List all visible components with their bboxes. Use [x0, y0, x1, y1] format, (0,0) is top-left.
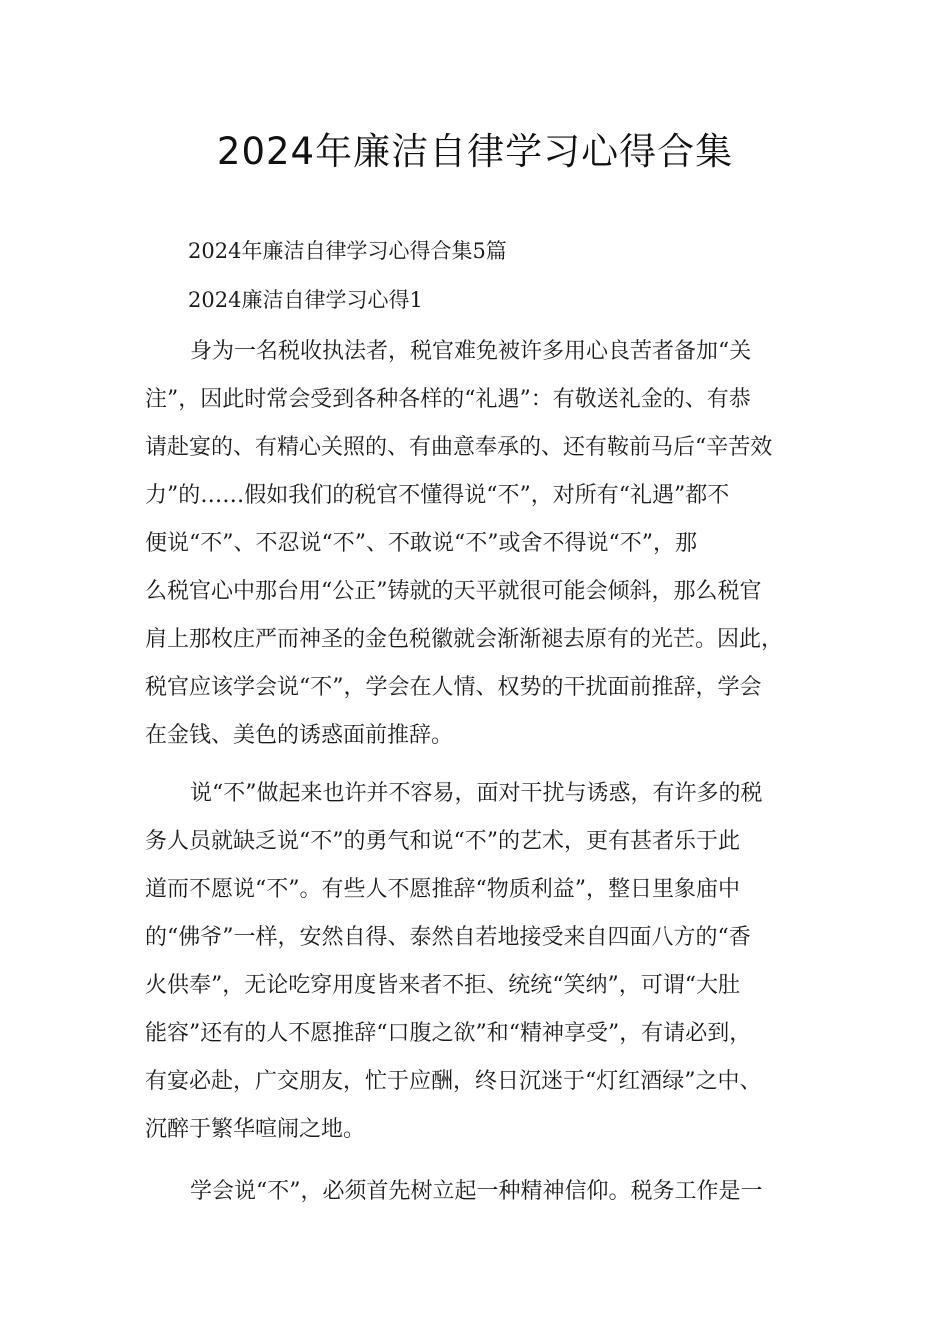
paragraph-line: 肩上那枚庄严而神圣的金色税徽就会渐渐褪去原有的光芒。因此，: [145, 627, 784, 652]
paragraph-line: 身为一名税收执法者，税官难免被许多用心良苦者备加“关: [190, 339, 752, 364]
paragraph-line: 的“佛爷”一样，安然自得、泰然自若地接受来自四面八方的“香: [145, 925, 751, 950]
paragraph-line: 务人员就缺乏说“不”的勇气和说“不”的艺术，更有甚者乐于此: [145, 829, 740, 854]
paragraph-line: 税官应该学会说“不”，学会在人情、权势的干扰面前推辞，学会: [145, 675, 762, 700]
paragraph-line: 请赴宴的、有精心关照的、有曲意奉承的、还有鞍前马后“辛苦效: [145, 435, 773, 460]
paragraph-line: 么税官心中那台用“公正”铸就的天平就很可能会倾斜，那么税官: [145, 579, 762, 604]
paragraph-line: 沉醉于繁华喧闹之地。: [145, 1117, 366, 1142]
paragraph-line: 注”，因此时常会受到各种各样的“礼遇”：有敬送礼金的、有恭: [145, 387, 751, 412]
paragraph-line: 力”的……假如我们的税官不懂得说“不”，对所有“礼遇”都不: [145, 483, 730, 508]
paragraph-line: 便说“不”、不忍说“不”、不敢说“不”或舍不得说“不”，那: [145, 531, 697, 556]
paragraph-line: 能容”还有的人不愿推辞“口腹之欲”和“精神享受”，有请必到，: [145, 1021, 752, 1046]
paragraph-line: 火供奉”，无论吃穿用度皆来者不拒、统统“笑纳”，可谓“大肚: [145, 973, 740, 998]
paragraph-line: 学会说“不”，必须首先树立起一种精神信仰。税务工作是一: [190, 1179, 763, 1204]
collection-subtitle: 2024年廉洁自律学习心得合集5篇: [188, 239, 507, 263]
paragraph-line: 在金钱、美色的诱惑面前推辞。: [145, 723, 454, 748]
paragraph-line: 道而不愿说“不”。有些人不愿推辞“物质利益”，整日里象庙中: [145, 877, 740, 902]
section-heading: 2024廉洁自律学习心得1: [188, 288, 423, 312]
paragraph-line: 说“不”做起来也许并不容易，面对干扰与诱惑，有许多的税: [190, 781, 763, 806]
paragraph-line: 有宴必赴，广交朋友，忙于应酬，终日沉迷于“灯红酒绿”之中、: [145, 1069, 762, 1094]
document-title: 2024年廉洁自律学习心得合集: [216, 130, 734, 173]
